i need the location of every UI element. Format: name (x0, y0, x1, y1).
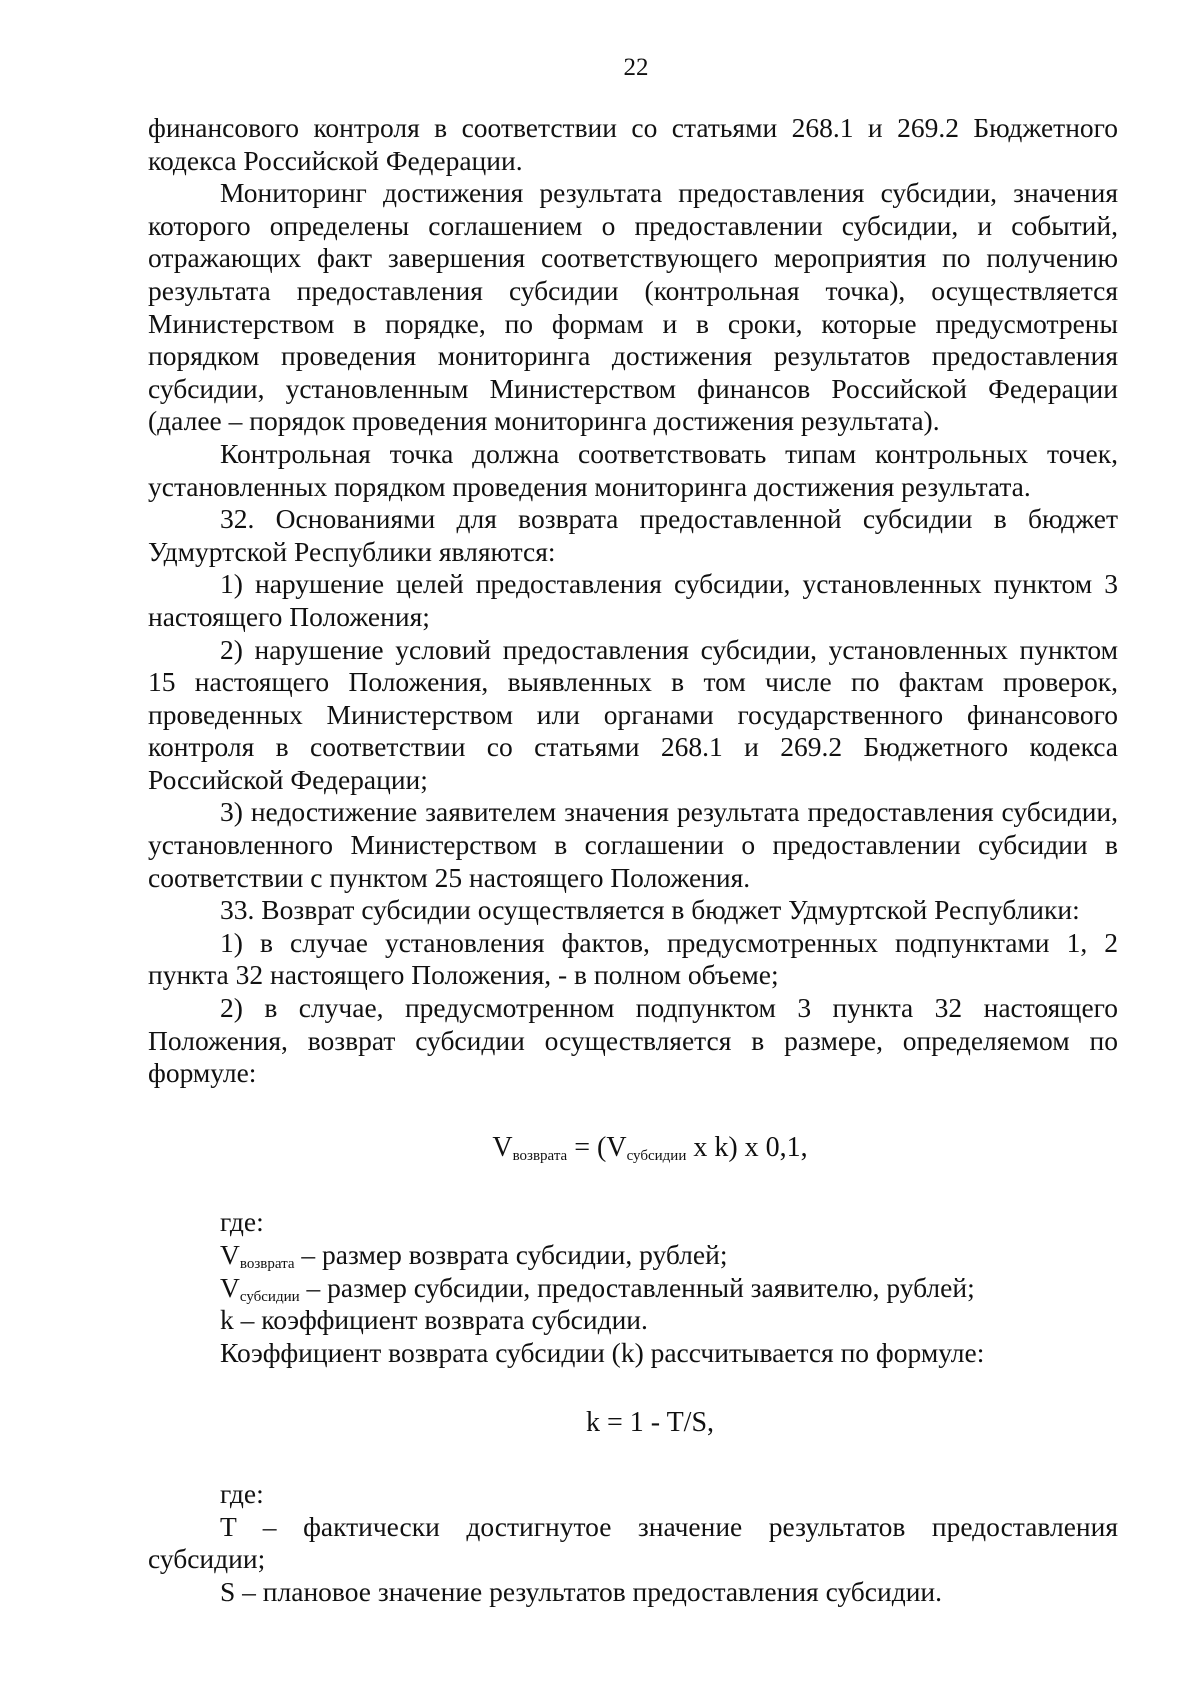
formula-refund-amount (148, 1132, 1118, 1165)
definition-coefficient: k – коэффициент возврата субсидии. (220, 1304, 648, 1336)
paragraph-control-point: Контрольная точка должна соответствовать типам контрольных точек, установленных порядком проведения мониторинга достижения результата. (148, 437, 1118, 502)
formula-lhs-subscript: возврата (512, 1147, 568, 1164)
paragraph-clause-33-item-1: 1) в случае установления фактов, предусмотренных подпунктами 1, 2 пункта 32 настоящего Положения, - в полном объеме; (148, 926, 1118, 991)
where-label: где: (220, 1206, 264, 1238)
formula-rhs-symbol: V (606, 1131, 627, 1163)
paragraph-coefficient-formula-intro: Коэффициент возврата субсидии (k) рассчитывается по формуле: (220, 1336, 985, 1368)
paragraph-clause-33: 33. Возврат субсидии осуществляется в бюджет Удмуртской Республики: (220, 894, 1080, 926)
paragraph-clause-32-item-3: 3) недостижение заявителем значения результата предоставления субсидии, установленного Министерством в соглашении о предоставлении субсидии в соответствии с пунктом 25 настоящего Положения. (148, 796, 1118, 893)
formula-rhs-tail: x k) x 0,1, (686, 1131, 808, 1163)
definition-text: – размер субсидии, предоставленный заявителю, рублей; (299, 1271, 975, 1303)
formula-coefficient: k = 1 - T/S, (585, 1407, 715, 1439)
definition-symbol: V (220, 1271, 240, 1303)
paragraph-continuation: финансового контроля в соответствии со статьями 268.1 и 269.2 Бюджетного кодекса Российской Федерации. (148, 112, 1118, 176)
where-label: где: (220, 1477, 264, 1509)
formula-equals-open: = ( (567, 1131, 607, 1163)
definition-subsidy-amount (148, 1272, 1118, 1305)
definition-subscript: возврата (239, 1256, 295, 1272)
definition-symbol: V (220, 1239, 240, 1270)
paragraph-monitoring: Мониторинг достижения результата предоставления субсидии, значения которого определены соглашением о предоставлении субсидии, и событий, отражающих факт завершения соответствующего мероприятия по получению результата предоставления субсидии (контрольная точка), осуществляется Министерством в порядке, по формам и в сроки, которые предусмотрены порядком проведения мониторинга достижения результатов предоставления субсидии, установленным Министерством финансов Российской Федерации (далее – порядок проведения мониторинга достижения результата). (148, 177, 1118, 437)
formula-rhs-subscript: субсидии (626, 1147, 687, 1164)
definition-actual-value: T – фактически достигнутое значение результатов предоставления субсидии; (148, 1510, 1118, 1575)
page-number: 22 (623, 54, 649, 81)
definition-refund-amount (148, 1239, 1118, 1272)
paragraph-clause-32: 32. Основаниями для возврата предоставленной субсидии в бюджет Удмуртской Республики являются: (148, 503, 1118, 567)
definition-planned-value: S – плановое значение результатов предоставления субсидии. (220, 1575, 943, 1607)
paragraph-clause-33-item-2: 2) в случае, предусмотренном подпунктом 3 пункта 32 настоящего Положения, возврат субсидии осуществляется в размере, определяемом по формуле: (148, 992, 1118, 1089)
definition-subscript: субсидии (239, 1288, 300, 1305)
definition-text: – размер возврата субсидии, рублей; (294, 1239, 728, 1270)
document-body (148, 112, 1118, 1608)
formula-lhs-symbol: V (492, 1131, 513, 1163)
paragraph-clause-32-item-1: 1) нарушение целей предоставления субсидии, установленных пунктом 3 настоящего Положения; (148, 568, 1118, 632)
paragraph-clause-32-item-2: 2) нарушение условий предоставления субсидии, установленных пунктом 15 настоящего Положения, выявленных в том числе по фактам проверок, проведенных Министерством или органами государственного финансового контроля в соответствии со статьями 268.1 и 269.2 Бюджетного кодекса Российской Федерации; (148, 633, 1118, 795)
